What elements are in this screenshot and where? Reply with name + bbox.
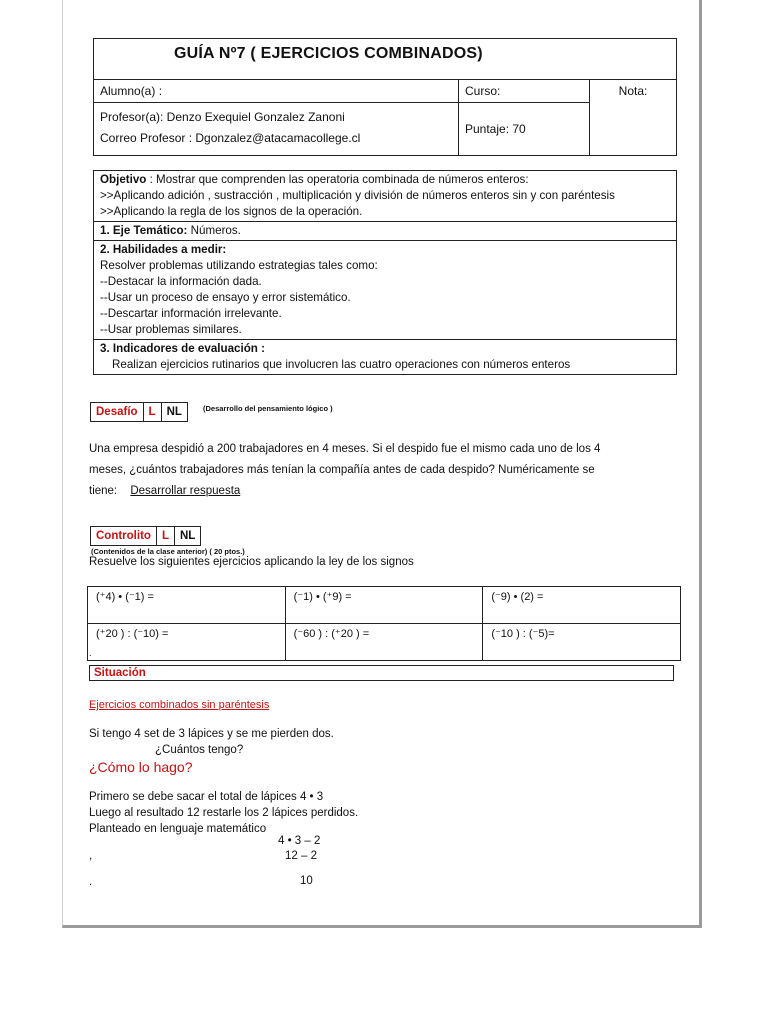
situacion-title: Situación (89, 665, 674, 681)
step-line: Luego al resultado 12 restarle los 2 lápices perdidos. (89, 807, 359, 819)
objective-label: Objetivo (100, 173, 147, 186)
controlito-tag (90, 526, 201, 546)
nota-field[interactable] (590, 80, 677, 156)
exercise-cell[interactable]: (⁻10 ) : (⁻5)= (483, 624, 681, 661)
exercises-table (87, 586, 681, 661)
controlito-label: Controlito (91, 527, 157, 545)
objective-table (93, 170, 677, 375)
objective-cell (94, 171, 677, 222)
dot-mark: . (89, 648, 92, 658)
como-lo-hago: ¿Cómo lo hago? (89, 759, 193, 775)
habilidades-cell (94, 241, 677, 340)
situacion-question-2: ¿Cuántos tengo? (155, 744, 244, 756)
habilidad-line: --Destacar la información dada. (100, 275, 262, 288)
eje-value: Números. (187, 224, 241, 237)
desafio-tag (90, 402, 188, 422)
math-mark-comma: , (89, 850, 93, 862)
math-mark-dot: . (89, 876, 93, 888)
controlito-tag-row (90, 526, 201, 546)
desafio-label: Desafío (91, 403, 144, 421)
correo-profesor: Correo Profesor : Dgonzalez@atacamacollege.cl (100, 131, 361, 145)
title-cell (94, 39, 677, 80)
exercise-cell[interactable]: (⁻60 ) : (⁺20 ) = (285, 624, 483, 661)
situacion-steps (89, 789, 358, 837)
eje-cell (94, 222, 677, 241)
exercise-cell[interactable]: (⁻9) • (2) = (483, 587, 681, 624)
step-line: Primero se debe sacar el total de lápices 4 • 3 (89, 791, 324, 803)
objective-line-3: >>Aplicando la regla de los signos de la operación. (100, 205, 363, 218)
math-step-1: 4 • 3 – 2 (278, 835, 321, 847)
exercise-cell[interactable]: (⁻1) • (⁺9) = (285, 587, 483, 624)
situacion-subtitle: Ejercicios combinados sin paréntesis (89, 699, 270, 711)
habilidad-line: --Descartar información irrelevante. (100, 307, 282, 320)
habilidades-label: 2. Habilidades a medir: (100, 243, 227, 256)
desafio-line-3-prefix: tiene: (89, 485, 118, 497)
profesor-name: Profesor(a): Denzo Exequiel Gonzalez Zanoni (100, 110, 345, 124)
objective-text: : Mostrar que comprenden las operatoria combinada de números enteros: (146, 173, 529, 186)
desafio-line-2: meses, ¿cuántos trabajadores más tenían la compañía antes de cada despido? Numéricamente se (89, 464, 595, 476)
controlito-instruction: Resuelve los siguientes ejercicios aplicando la ley de los signos (89, 556, 414, 568)
desarrollar-respuesta-link[interactable]: Desarrollar respuesta (130, 485, 241, 497)
math-result: 10 (300, 875, 313, 887)
habilidad-line: --Usar problemas similares. (100, 323, 242, 336)
math-step-2: 12 – 2 (285, 850, 317, 862)
puntaje-cell: Puntaje: 70 (459, 103, 590, 156)
indicadores-label: 3. Indicadores de evaluación : (100, 342, 265, 355)
controlito-note: (Contenidos de la clase anterior) ( 20 ptos.) (91, 547, 245, 556)
exercise-cell[interactable]: (⁺4) • (⁻1) = (88, 587, 286, 624)
step-line: Planteado en lenguaje matemático (89, 823, 267, 835)
habilidad-line: --Usar un proceso de ensayo y error sistemático. (100, 291, 351, 304)
indicadores-text: Realizan ejercicios rutinarios que involucren las cuatro operaciones con números enteros (112, 358, 571, 371)
curso-field[interactable]: Curso: (459, 80, 590, 103)
situacion-question-1: Si tengo 4 set de 3 lápices y se me pierden dos. (89, 728, 334, 740)
controlito-l-option[interactable]: L (157, 527, 175, 545)
exercise-cell[interactable]: (⁺20 ) : (⁻10) = (88, 624, 286, 661)
desafio-note: (Desarrollo del pensamiento lógico ) (203, 404, 333, 413)
objective-line-2: >>Aplicando adición , sustracción , multiplicación y división de números enteros sin y con paréntesis (100, 189, 615, 202)
habilidad-line: Resolver problemas utilizando estrategias tales como: (100, 259, 378, 272)
nota-label: Nota: (618, 84, 648, 98)
desafio-l-option[interactable]: L (144, 403, 162, 421)
alumno-field[interactable]: Alumno(a) : (94, 80, 459, 103)
header-table (93, 38, 677, 156)
profesor-cell (94, 103, 459, 156)
page-title: GUÍA Nº7 ( EJERCICIOS COMBINADOS) (174, 45, 483, 62)
indicadores-cell (94, 340, 677, 375)
controlito-nl-option[interactable]: NL (179, 530, 196, 542)
desafio-nl-option[interactable]: NL (166, 406, 182, 418)
desafio-tag-row (90, 402, 188, 422)
desafio-line-1: Una empresa despidió a 200 trabajadores en 4 meses. Si el despido fue el mismo cada uno de los 4 (89, 443, 601, 455)
eje-label: 1. Eje Temático: (100, 224, 188, 237)
desafio-problem (89, 439, 689, 502)
